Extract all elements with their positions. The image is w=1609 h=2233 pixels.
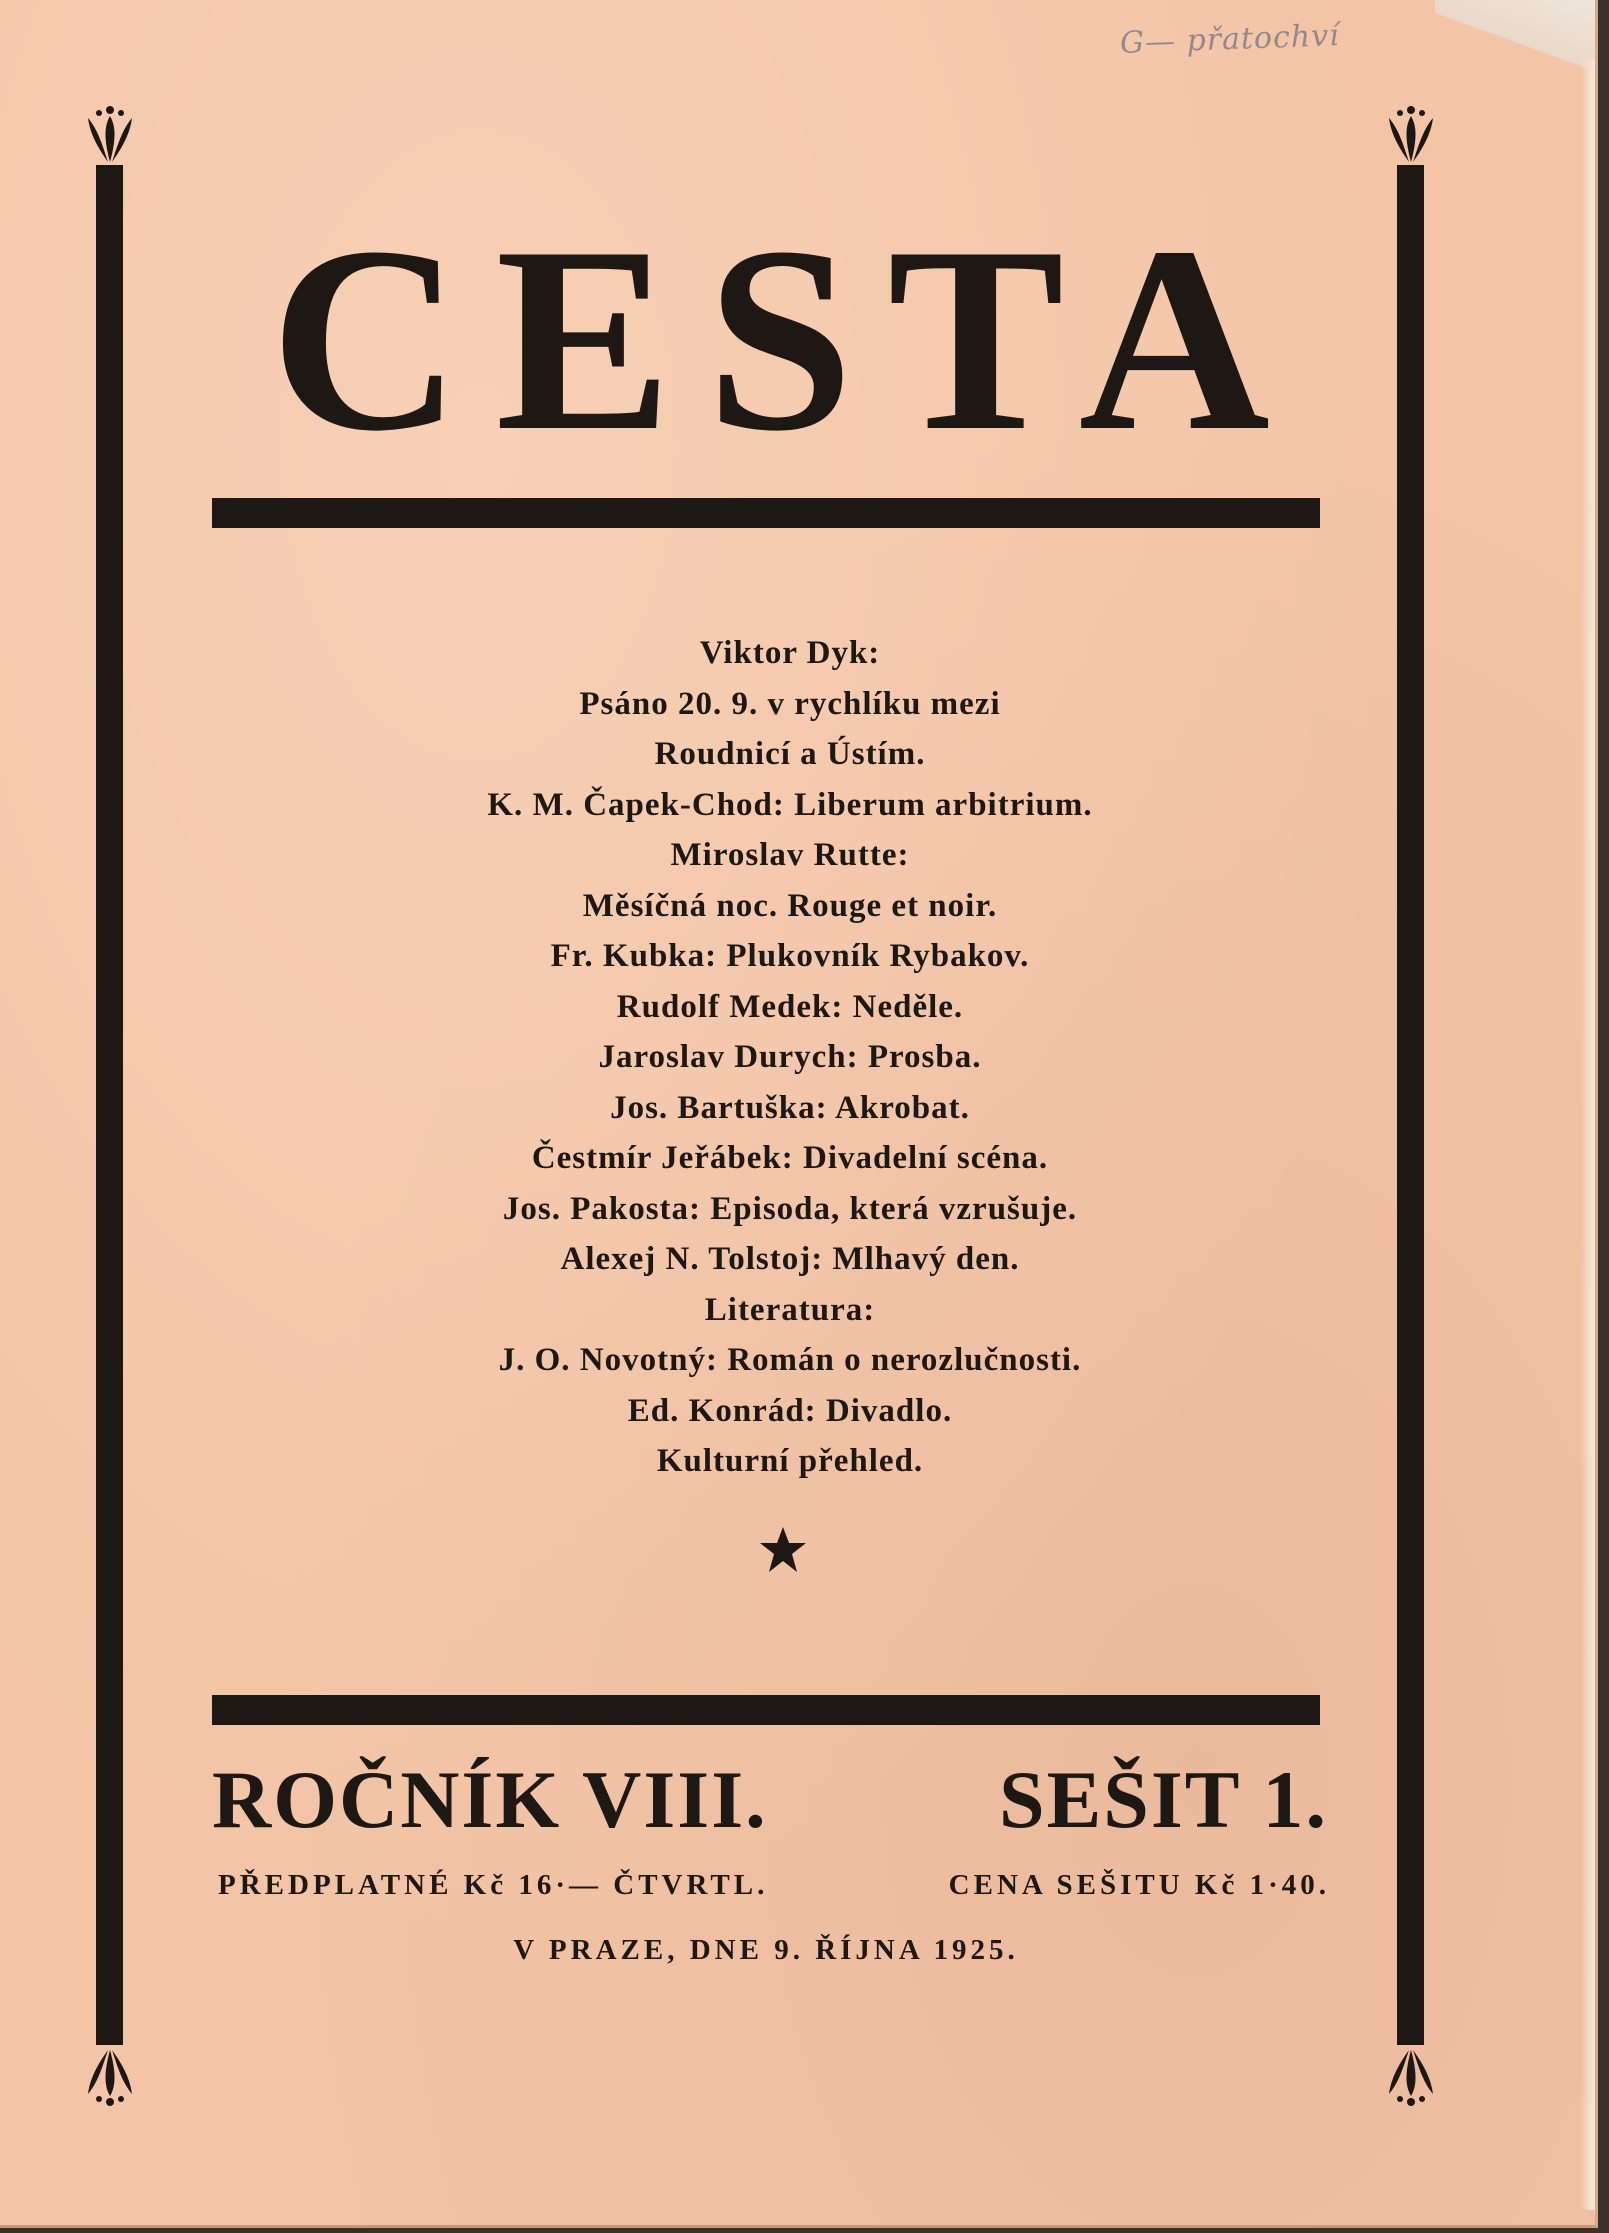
contents-item: Měsíčná noc. Rouge et noir. (582, 887, 998, 924)
masthead-title: CESTA (270, 193, 1304, 486)
lotus-ornament-icon (1381, 104, 1441, 164)
contents-item: Literatura: (704, 1291, 876, 1328)
issue-number: SEŠIT 1. (998, 1754, 1328, 1845)
issue-line (212, 1745, 1328, 1855)
contents-item: K. M. Čapek-Chod: Liberum arbitrium. (487, 786, 1093, 823)
issue-price: CENA SEŠITU Kč 1·40. (948, 1869, 1330, 1901)
contents-item: Jos. Bartuška: Akrobat. (610, 1089, 970, 1126)
contents-item: Jos. Pakosta: Episoda, která vzrušuje. (502, 1190, 1078, 1227)
contents-item: Roudnicí a Ústím. (654, 736, 926, 772)
contents-item: Rudolf Medek: Neděle. (616, 988, 964, 1025)
contents-item: Jaroslav Durych: Prosba. (598, 1039, 982, 1075)
lotus-ornament-icon (80, 104, 140, 164)
contents-item: Fr. Kubka: Plukovník Rybakov. (550, 938, 1030, 974)
lotus-ornament-icon (80, 2048, 140, 2108)
dateline: V PRAZE, DNE 9. ŘÍJNA 1925. (513, 1934, 1019, 1966)
subscription-price: PŘEDPLATNÉ Kč 16·— ČTVRTL. (218, 1869, 769, 1901)
contents-item: Viktor Dyk: (699, 635, 881, 671)
contents-item: Kulturní přehled. (656, 1443, 924, 1479)
bottom-rule (212, 1695, 1320, 1725)
contents-item: J. O. Novotný: Román o nerozlučnosti. (498, 1342, 1082, 1378)
volume-label: ROČNÍK VIII. (212, 1754, 768, 1845)
contents-item: Psáno 20. 9. v rychlíku mezi (579, 685, 1001, 722)
pricing-line (218, 1860, 1330, 1910)
folded-corner (1435, 0, 1595, 70)
table-of-contents (260, 628, 1320, 1487)
contents-item: Miroslav Rutte: (670, 837, 910, 873)
contents-item: Čestmír Jeřábek: Divadelní scéna. (531, 1140, 1049, 1176)
right-border-bar (1397, 165, 1424, 2045)
star-icon (757, 1525, 809, 1577)
top-rule (212, 498, 1320, 528)
handwritten-note: G— přatochví (1119, 18, 1341, 61)
contents-item: Ed. Konrád: Divadlo. (627, 1392, 953, 1429)
contents-item: Alexej N. Tolstoj: Mlhavý den. (560, 1241, 1020, 1277)
lotus-ornament-icon (1381, 2048, 1441, 2108)
page-edge (1581, 60, 1595, 2210)
left-border-bar (96, 165, 123, 2045)
